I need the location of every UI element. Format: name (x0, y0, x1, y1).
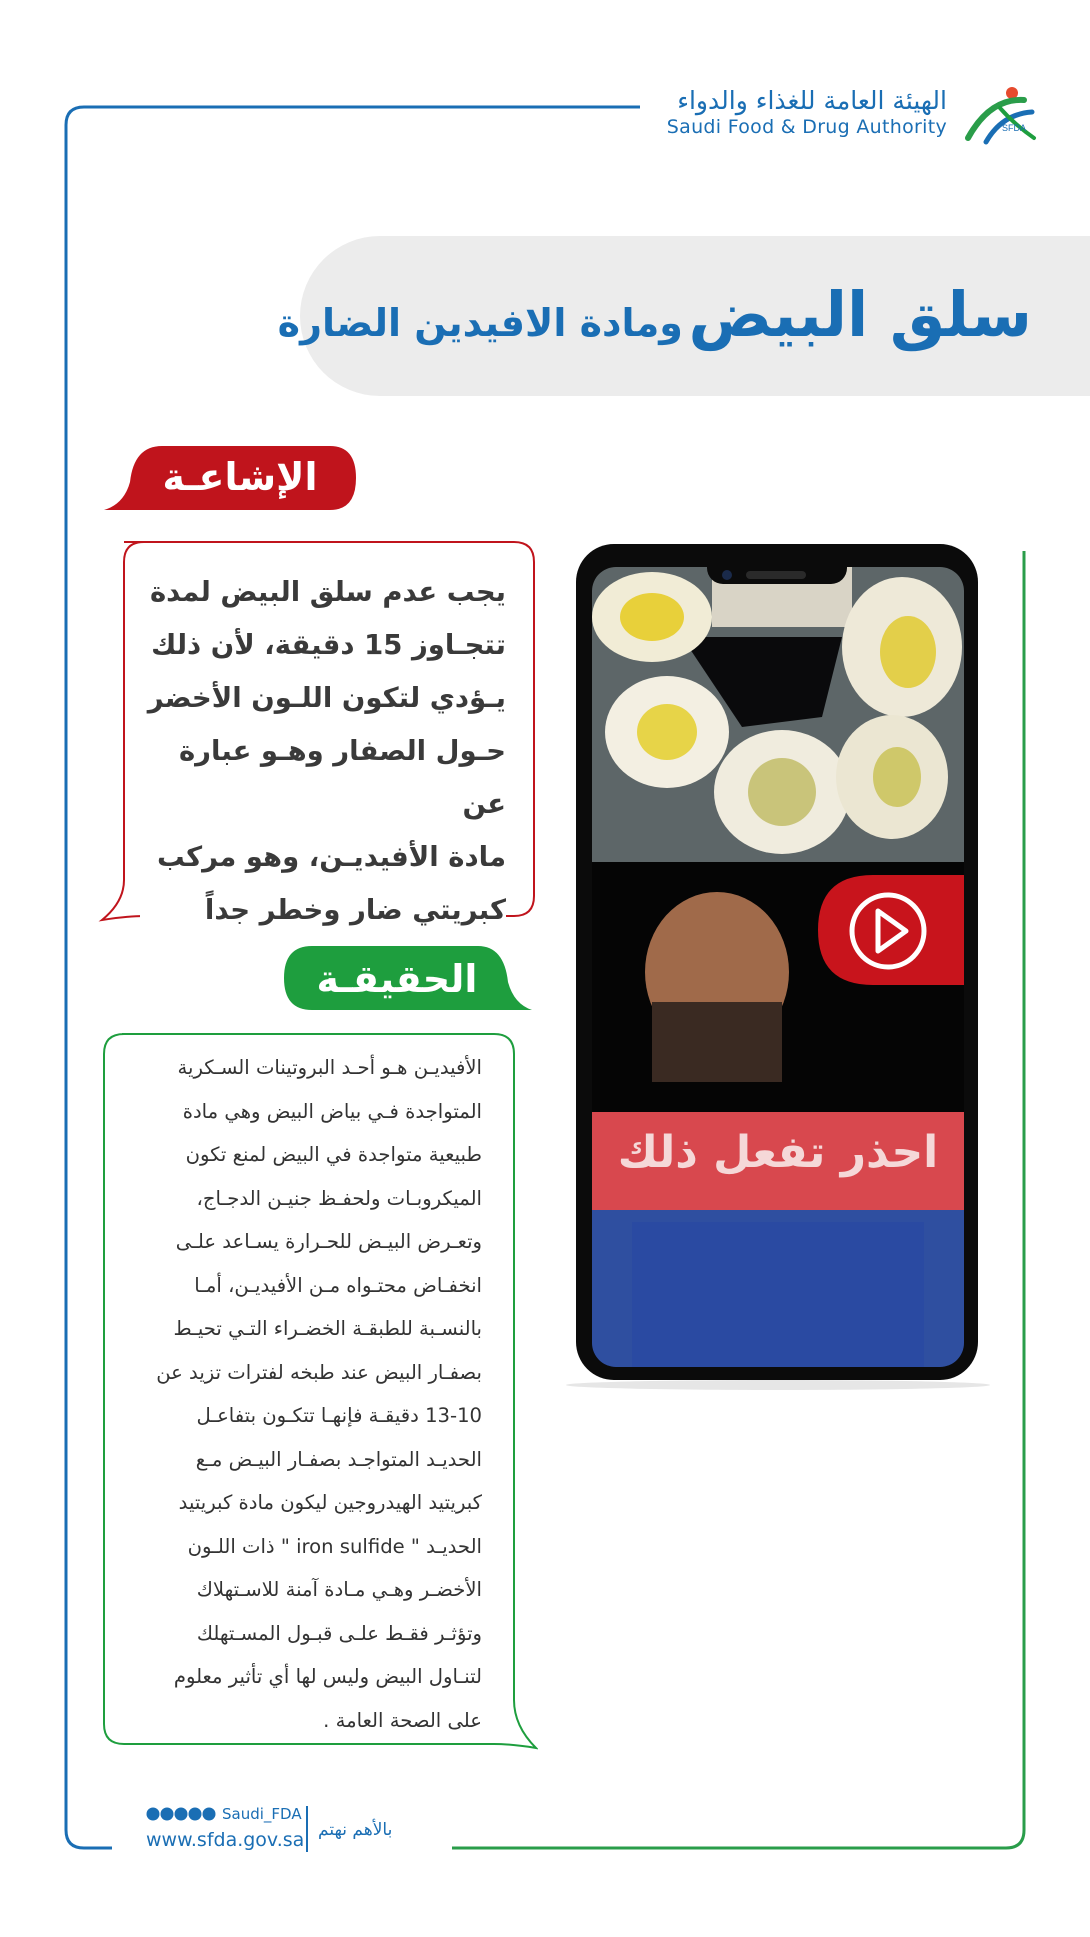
footer-divider (306, 1806, 308, 1852)
phone-camera (722, 570, 732, 580)
boiled-eggs-image (592, 567, 964, 862)
fact-line: طبيعية متواجدة في البيض لمنع تكون (185, 1143, 482, 1166)
phone-screen (592, 567, 964, 1367)
fact-line: وتؤثـر فقـط علـى قبـول المسـتهلك (196, 1621, 482, 1645)
fact-line: كبريتيد الهيدروجين ليكون مادة كبريتيد (178, 1491, 482, 1514)
play-icon[interactable] (846, 889, 930, 973)
fact-line: على الصحة العامة . (323, 1708, 482, 1732)
fact-line: الحديـد المتواجـد بصفـار البيـض مـع (195, 1447, 482, 1471)
rumor-line: مادة الأفيديـن، وهو مركب (156, 841, 506, 873)
social-handle[interactable]: Saudi_FDA (222, 1805, 302, 1823)
rumor-line: تتجـاوز 15 دقيقة، لأن ذلك (151, 629, 506, 661)
rumor-text (140, 566, 506, 937)
fact-line: وتعـرض البيـض للحـرارة يسـاعد علـى (175, 1230, 482, 1253)
footer-slogan: بالأهم نهتم (318, 1820, 393, 1840)
fact-line: المتواجدة فـي بياض البيض وهي مادة (182, 1099, 482, 1123)
logo-arabic-name: الهيئة العامة للغذاء والدواء (677, 86, 947, 115)
fact-line: لتنـاول البيض وليس لها أي تأثير معلوم (173, 1665, 482, 1688)
svg-text:SFDA: SFDA (1002, 123, 1027, 133)
sfda-logo-emblem-icon (962, 84, 1040, 146)
facebook-icon (203, 1808, 216, 1821)
fact-line: 13-10 دقيقـة فإنهـا تتكـون بتفاعـل (196, 1404, 482, 1427)
rumor-line: يجب عدم سلق البيض لمدة (149, 576, 506, 608)
fact-line: بالنسـبة للطبقـة الخضـراء التـي تحيـط (173, 1317, 482, 1340)
snapchat-icon (161, 1808, 174, 1821)
fact-line: الأفيديـن هـو أحـد البروتينات السـكرية (177, 1056, 482, 1079)
rumor-line: يـؤدي لتكون اللـون الأخضر (147, 682, 506, 714)
logo-english-name: Saudi Food & Drug Authority (666, 116, 947, 138)
fact-line: الميكروبـات ولحفـظ جنيـن الدجـاج، (196, 1186, 482, 1210)
social-icons (146, 1806, 216, 1822)
fact-text (132, 1046, 482, 1742)
fact-tag-label: الحقيقـة (316, 957, 478, 1001)
video-caption-text: احذر تفعل ذلك (617, 1127, 939, 1178)
website-link[interactable]: www.sfda.gov.sa (146, 1829, 305, 1851)
rumor-tag-label: الإشاعـة (162, 455, 318, 499)
rumor-line: حـول الصفار وهـو عبارة عن (178, 735, 506, 820)
twitter-icon (147, 1808, 160, 1821)
fact-line: الحديـد " iron sulfide " ذات اللـون (187, 1534, 482, 1558)
page-title (278, 278, 1032, 351)
rumor-line: كبريتي ضار وخطر جداً (204, 894, 506, 926)
title-sub: ومادة الافيدين الضارة (277, 301, 683, 345)
fact-line: الأخضـر وهـي مـادة آمنة للاسـتهلاك (196, 1578, 482, 1601)
instagram-icon (175, 1808, 188, 1821)
fact-line: بصفـار البيض عند طبخه لفترات تزيد عن (156, 1360, 482, 1384)
fact-line: انخفـاض محتـواه مـن الأفيديـن، أمـا (194, 1273, 482, 1297)
phone-speaker (746, 571, 806, 579)
youtube-icon (189, 1808, 202, 1821)
phone-shadow (566, 1380, 990, 1390)
title-main: سلق البيض (688, 278, 1032, 351)
